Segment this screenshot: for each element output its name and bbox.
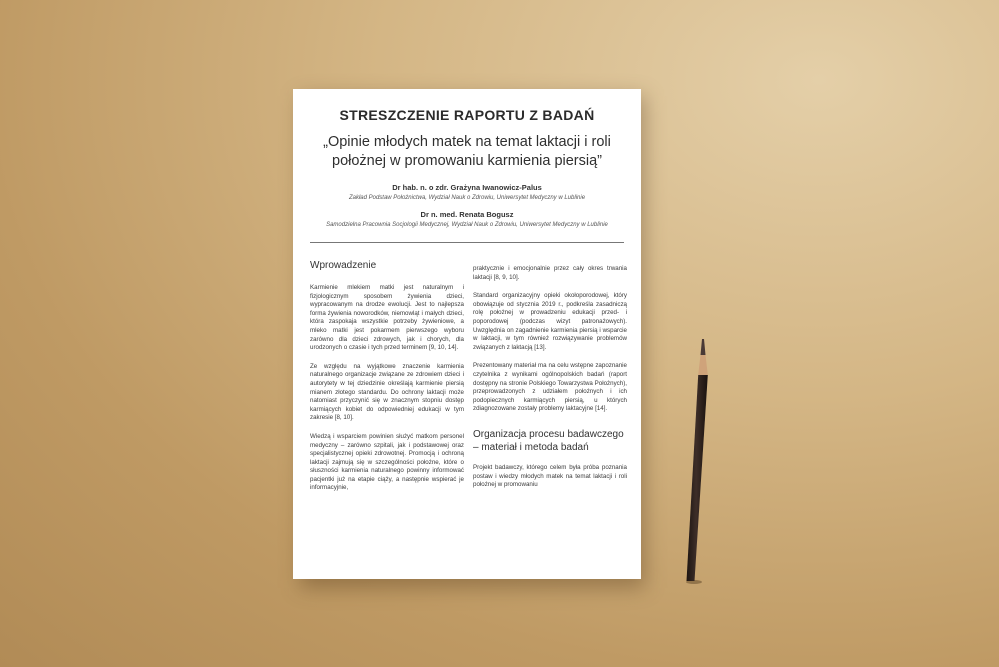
body-paragraph: Ze względu na wyjątkowe znaczenie karmienia naturalnego organizacje związane ze zdrowiem dzieci i autorytety w tej dziedzinie określają karmienie piersią mianem złotego standardu. Do ochrony laktacji może natomiast przyczynić się w znacznym stopniu dostęp karmiących kobiet do odpowiedniej edukacji w tym zakresie [8, 10]. xyxy=(310,362,464,422)
body-paragraph: Karmienie mlekiem matki jest naturalnym i fizjologicznym sposobem żywienia dzieci, wypracowanym na drodze ewolucji. Jest to najlepsza forma żywienia noworodków, niemowląt i małych dzieci, która zaspokaja wszystkie potrzeby żywieniowe, a mleko matki jest pokarmem pierwszego wyboru zarówno dla dzieci zdrowych, jak i chorych, dla urodzonych o czasie i tych przed terminem [9, 10, 14]. xyxy=(310,284,464,352)
author-affiliation-2: Samodzielna Pracownia Socjologii Medycznej, Wydział Nauk o Zdrowiu, Uniwersytet Medyczny w Lublinie xyxy=(326,222,608,228)
body-paragraph: praktycznie i emocjonalnie przez cały okres trwania laktacji [8, 9, 10]. xyxy=(473,265,627,281)
report-title: „Opinie młodych matek na temat laktacji i roli położnej w promowaniu karmienia piersią” xyxy=(323,134,611,169)
author-affiliation-1: Zakład Podstaw Położnictwa, Wydział Nauk o Zdrowiu, Uniwersytet Medyczny w Lublinie xyxy=(348,195,586,201)
right-column xyxy=(473,265,627,500)
body-paragraph: Prezentowany materiał ma na celu wstępne zapoznanie czytelnika z wynikami ogólnopolskich badań (raport dostępny na stronie Polskiego Towarzystwa Położnych), przeprowadzonych z udziałem położnych i ich podopiecznych karmiących piersią, u których zdiagnozowane zostały problemy laktacyjne [14]. xyxy=(473,362,627,413)
author-name-1: Dr hab. n. o zdr. Grażyna Iwanowicz-Palus xyxy=(392,183,542,192)
body-paragraph: Standard organizacyjny opieki okołoporodowej, który obowiązuje od stycznia 2019 r., podkreśla zasadniczą rolę położnej w prowadzeniu edukacji przed- i poporodowej (podczas wizyt patronażowych). Uwzględnia on zagadnienie karmienia piersią i wsparcie w laktacji, w tym również rozwiązywanie problemów związanych z laktacją [13]. xyxy=(473,292,627,351)
report-label: STRESZCZENIE RAPORTU Z BADAŃ xyxy=(339,107,595,123)
section-heading-methods: Organizacja procesu badawczego – materiał i metoda badań xyxy=(473,428,624,453)
pencil-icon xyxy=(668,335,732,585)
body-paragraph: Wiedzą i wsparciem powinien służyć matkom personel medyczny – zarówno szpitali, jak i podstawowej oraz specjalistycznej opieki zdrowotnej. Promocją i ochroną laktacji zajmują się w szczególności położne, które o słuszności karmienia naturalnego powinny informować pacjentki już na etapie ciąży, a następnie wspierać je informacyjnie, xyxy=(310,432,464,492)
report-page xyxy=(293,89,641,579)
section-heading-introduction: Wprowadzenie xyxy=(310,260,377,271)
header-divider xyxy=(310,242,624,243)
body-paragraph: Projekt badawczy, którego celem była próba poznania postaw i wiedzy młodych matek na temat laktacji i roli położnej w promowaniu xyxy=(473,463,627,489)
author-name-2: Dr n. med. Renata Bogusz xyxy=(420,210,514,219)
left-column xyxy=(310,259,464,503)
